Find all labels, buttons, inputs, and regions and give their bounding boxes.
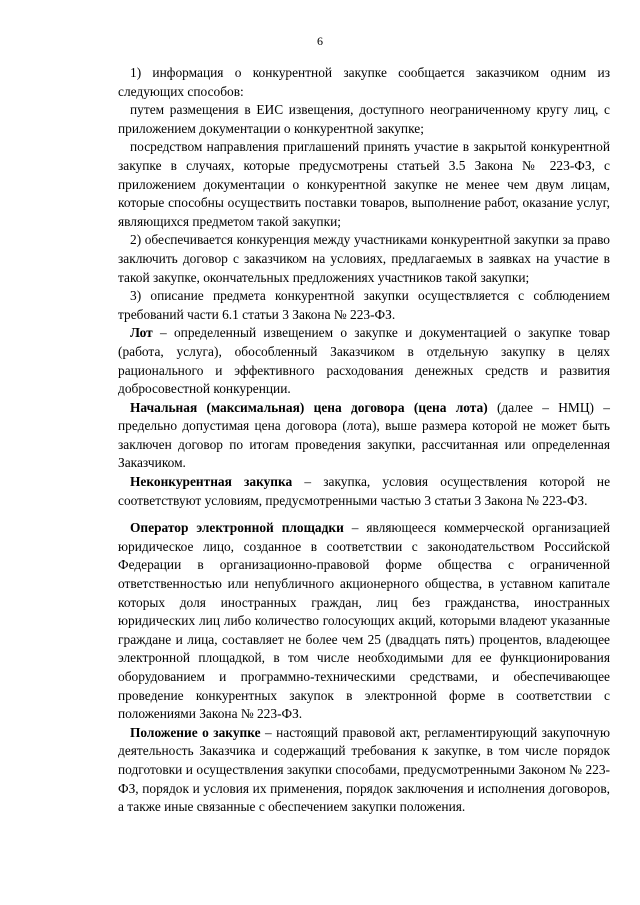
term-regulation: Положение о закупке <box>130 724 261 740</box>
paragraph-invitations: посредством направления приглашений принять участие в закрытой конкурентной закупке в случаях, которые предусмотрены статьей 3.5 Закона № 223-ФЗ, с приложением документации о конкурентной закупке не менее чем двум лицам, которые способны осуществить поставки товаров, выполнение работ, оказание услуг, являющихся предметом такой закупки; <box>118 139 610 229</box>
definition-nmc-text: (далее – НМЦ) – предельно допустимая цена договора (лота), выше размера которой не может быть заключен договор по итогам проведения закупки, рассчитанная или определенная Заказчиком. <box>118 399 610 471</box>
page-number: 6 <box>317 34 323 48</box>
definition-lot <box>118 324 610 398</box>
paragraph-description: 3) описание предмета конкурентной закупки осуществляется с соблюдением требований части 6.1 статьи 3 Закона № 223-ФЗ. <box>118 288 610 322</box>
paragraph-eis-publication: путем размещения в ЕИС извещения, доступного неограниченному кругу лиц, с приложением документации о конкурентной закупке; <box>118 102 610 136</box>
definition-nmc <box>118 399 610 473</box>
term-lot: Лот <box>130 325 153 341</box>
definition-regulation-text: – настоящий правовой акт, регламентирующий закупочную деятельность Заказчика и содержащий требования к закупке, в том числе порядок подготовки и осуществления закупки способами, предусмотренными Законом № 223-ФЗ, порядок и условия их применения, порядок заключения и исполнения договоров, а также иные связанные с обеспечением закупки положения. <box>118 724 611 815</box>
paragraph-competition: 2) обеспечивается конкуренция между участниками конкурентной закупки за право заключить договор с заказчиком на условиях, предлагаемых в заявках на участие в такой закупке, окончательных предложениях участников такой закупки; <box>118 232 610 285</box>
paragraph-notice-methods: 1) информация о конкурентной закупке сообщается заказчиком одним из следующих способов: <box>118 65 610 99</box>
term-nmc: Начальная (максимальная) цена договора (цена лота) <box>130 399 488 415</box>
definition-operator-text: – являющееся коммерческой организацией юридическое лицо, созданное в соответствии с законодательством Российской Федерации в организационно-правовой форме общества с ограниченной ответственностью или непубличного акционерного общества, в уставном капитале которых доля иностранных граждан, лиц без гражданства, иностранных юридических лиц либо количество голосующих акций, которыми владеют указанные граждане и лица, составляет не более чем 25 (двадцать пять) процентов, владеющее электронной площадкой, в том числе необходимыми для ее функционирования оборудованием и программно-техническими средствами, и обеспечивающее проведение конкурентных закупок в электронной форме в соответствии с положениями Закона № 223-ФЗ. <box>118 520 610 722</box>
document-body <box>118 64 610 817</box>
definition-lot-text: – определенный извещением о закупке и документацией о закупке товар (работа, услуга), обособленный Заказчиком в отдельную закупку в целях рационального и эффективного расходования денежных средств и развития добросовестной конкуренции. <box>118 325 610 397</box>
definition-regulation <box>118 724 610 817</box>
term-operator: Оператор электронной площадки <box>130 520 344 536</box>
definition-operator <box>118 519 610 724</box>
definition-noncompetitive <box>118 473 610 510</box>
term-noncompetitive: Неконкурентная закупка <box>130 474 293 490</box>
definition-noncompetitive-text: – закупка, условия осуществления которой не соответствуют условиям, предусмотренными частью 3 статьи 3 Закона № 223-ФЗ. <box>118 474 611 508</box>
